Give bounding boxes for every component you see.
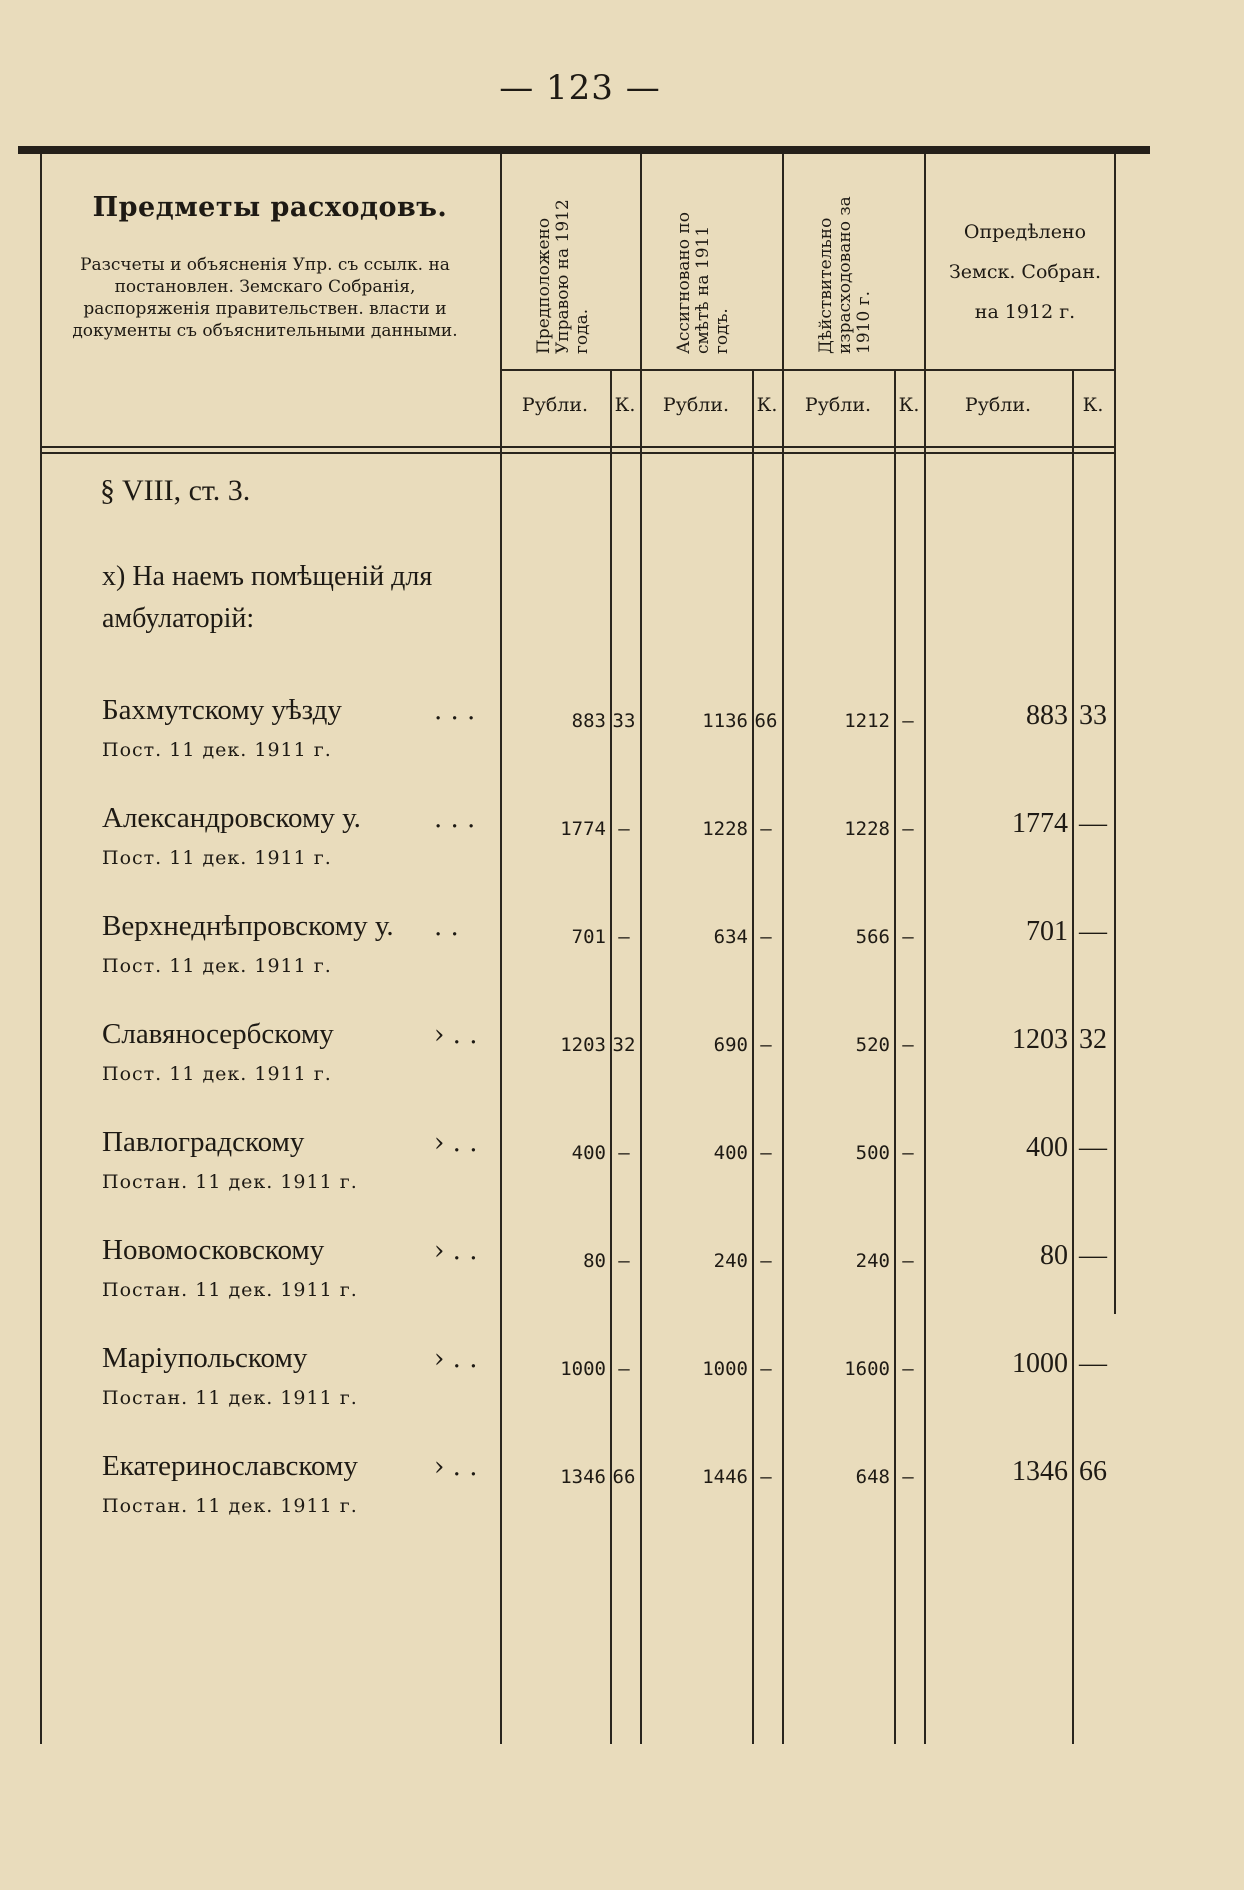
proposed-kopecks: — <box>618 818 630 840</box>
leader-dots: › . . <box>434 1236 478 1266</box>
district-name: Славяносербскому <box>102 1018 334 1050</box>
col-divider <box>894 369 896 1744</box>
proposed-rubles: 1774 <box>560 818 606 840</box>
proposed-rubles: 80 <box>583 1250 606 1272</box>
assigned-kopecks: — <box>760 1034 772 1056</box>
spent-kopecks: — <box>902 1142 914 1164</box>
leader-dots: › . . <box>434 1128 478 1158</box>
unit-rubles: Рубли. <box>964 394 1032 416</box>
unit-kopecks: К. <box>614 394 636 416</box>
expense-table <box>40 154 1116 1744</box>
determined-rubles: 400 <box>1026 1132 1068 1163</box>
district-name: Александровскому у. <box>102 802 361 834</box>
assigned-rubles: 1000 <box>702 1358 748 1380</box>
determined-rubles: 701 <box>1026 916 1068 947</box>
resolution-date: Постан. 11 дек. 1911 г. <box>102 1279 358 1301</box>
spent-rubles: 520 <box>855 1034 890 1056</box>
unit-rubles: Рубли. <box>521 394 589 416</box>
spent-rubles: 1212 <box>844 710 890 732</box>
spent-kopecks: — <box>902 1250 914 1272</box>
proposed-kopecks: — <box>618 926 630 948</box>
proposed-rubles: 701 <box>571 926 606 948</box>
spent-rubles: 1600 <box>844 1358 890 1380</box>
determined-rubles: 80 <box>1040 1240 1068 1271</box>
col3-heading: Дѣйствительно израсходовано за 1910 г. <box>816 196 874 354</box>
spent-rubles: 648 <box>855 1466 890 1488</box>
top-rule <box>18 146 1150 154</box>
determined-kopecks: — <box>1079 1240 1107 1271</box>
resolution-date: Пост. 11 дек. 1911 г. <box>102 739 332 761</box>
section-note: x) На наемъ помѣщеній для амбулаторій: <box>102 561 433 634</box>
col2-heading: Ассигновано по смѣтѣ на 1911 годъ. <box>674 212 732 354</box>
spent-kopecks: — <box>902 926 914 948</box>
col1-heading: Предположено Управою на 1912 года. <box>534 199 592 354</box>
district-name: Маріупольскому <box>102 1342 308 1374</box>
resolution-date: Постан. 11 дек. 1911 г. <box>102 1495 358 1517</box>
unit-kopecks: К. <box>1082 394 1104 416</box>
col-divider <box>640 154 642 1744</box>
assigned-kopecks: — <box>760 1358 772 1380</box>
district-name: Новомосковскому <box>102 1234 325 1266</box>
col-divider <box>610 369 612 1744</box>
determined-kopecks: — <box>1079 808 1107 839</box>
leader-dots: › . . <box>434 1020 478 1050</box>
section-title: § VIII, ст. 3. <box>100 474 251 507</box>
col4-heading: Опредѣлено Земск. Собран. на 1912 г. <box>948 221 1102 323</box>
header-bottom-rule <box>40 446 1116 448</box>
assigned-rubles: 1446 <box>702 1466 748 1488</box>
assigned-rubles: 240 <box>713 1250 748 1272</box>
proposed-rubles: 1000 <box>560 1358 606 1380</box>
leader-dots: . . <box>434 912 459 942</box>
leader-dots: › . . <box>434 1344 478 1374</box>
proposed-rubles: 400 <box>571 1142 606 1164</box>
district-name: Бахмутскому уѣзду <box>102 694 342 726</box>
resolution-date: Пост. 11 дек. 1911 г. <box>102 1063 332 1085</box>
determined-rubles: 1203 <box>1012 1024 1068 1055</box>
assigned-kopecks: — <box>760 1466 772 1488</box>
col-divider <box>782 154 784 1744</box>
proposed-rubles: 1203 <box>560 1034 606 1056</box>
determined-rubles: 1000 <box>1012 1348 1068 1379</box>
resolution-date: Постан. 11 дек. 1911 г. <box>102 1171 358 1193</box>
proposed-kopecks: 33 <box>612 710 636 732</box>
assigned-rubles: 1228 <box>702 818 748 840</box>
assigned-kopecks: — <box>760 1142 772 1164</box>
determined-kopecks: 32 <box>1079 1024 1107 1055</box>
determined-kopecks: — <box>1079 1132 1107 1163</box>
header-bottom-rule <box>40 452 1116 454</box>
assigned-rubles: 1136 <box>702 710 748 732</box>
leader-dots: . . . <box>434 696 476 726</box>
spent-rubles: 566 <box>855 926 890 948</box>
determined-kopecks: 33 <box>1079 700 1107 731</box>
proposed-kopecks: — <box>618 1358 630 1380</box>
district-name: Екатеринославскому <box>102 1450 358 1482</box>
assigned-rubles: 690 <box>713 1034 748 1056</box>
assigned-kopecks: — <box>760 818 772 840</box>
expenses-subheading: Разсчеты и объясненія Упр. съ ссылк. на постановлен. Земскаго Собранія, распоряженія правительствен. власти и документы съ объяснительными данными. <box>72 255 458 341</box>
district-name: Павлоградскому <box>102 1126 305 1158</box>
determined-kopecks: — <box>1079 1348 1107 1379</box>
district-name: Верхнеднѣпровскому у. <box>102 910 394 942</box>
leader-dots: › . . <box>434 1452 478 1482</box>
resolution-date: Постан. 11 дек. 1911 г. <box>102 1387 358 1409</box>
leader-dots: . . . <box>434 804 476 834</box>
determined-rubles: 1346 <box>1012 1456 1068 1487</box>
unit-kopecks: К. <box>898 394 920 416</box>
spent-rubles: 500 <box>855 1142 890 1164</box>
resolution-date: Пост. 11 дек. 1911 г. <box>102 847 332 869</box>
determined-kopecks: 66 <box>1079 1456 1107 1487</box>
proposed-kopecks: — <box>618 1142 630 1164</box>
page-number: — 123 — <box>499 68 661 108</box>
spent-kopecks: — <box>902 1466 914 1488</box>
spent-kopecks: — <box>902 1358 914 1380</box>
assigned-kopecks: 66 <box>754 710 778 732</box>
determined-rubles: 883 <box>1026 700 1068 731</box>
determined-rubles: 1774 <box>1012 808 1068 839</box>
proposed-rubles: 1346 <box>560 1466 606 1488</box>
proposed-kopecks: 32 <box>612 1034 636 1056</box>
spent-rubles: 1228 <box>844 818 890 840</box>
resolution-date: Пост. 11 дек. 1911 г. <box>102 955 332 977</box>
spent-kopecks: — <box>902 1034 914 1056</box>
assigned-rubles: 634 <box>713 926 748 948</box>
col-divider <box>1072 369 1074 1744</box>
proposed-kopecks: 66 <box>612 1466 636 1488</box>
spent-kopecks: — <box>902 818 914 840</box>
assigned-rubles: 400 <box>713 1142 748 1164</box>
unit-rubles: Рубли. <box>804 394 872 416</box>
unit-kopecks: К. <box>756 394 778 416</box>
proposed-kopecks: — <box>618 1250 630 1272</box>
spent-rubles: 240 <box>855 1250 890 1272</box>
unit-rubles: Рубли. <box>662 394 730 416</box>
col-divider <box>500 154 502 1744</box>
proposed-rubles: 883 <box>571 710 606 732</box>
header-subrule <box>500 369 1116 371</box>
expenses-heading: Предметы расходовъ. <box>92 192 448 223</box>
col-divider <box>924 154 926 1744</box>
col-divider <box>40 154 42 1744</box>
assigned-kopecks: — <box>760 926 772 948</box>
assigned-kopecks: — <box>760 1250 772 1272</box>
col-divider <box>752 369 754 1744</box>
determined-kopecks: — <box>1079 916 1107 947</box>
spent-kopecks: — <box>902 710 914 732</box>
